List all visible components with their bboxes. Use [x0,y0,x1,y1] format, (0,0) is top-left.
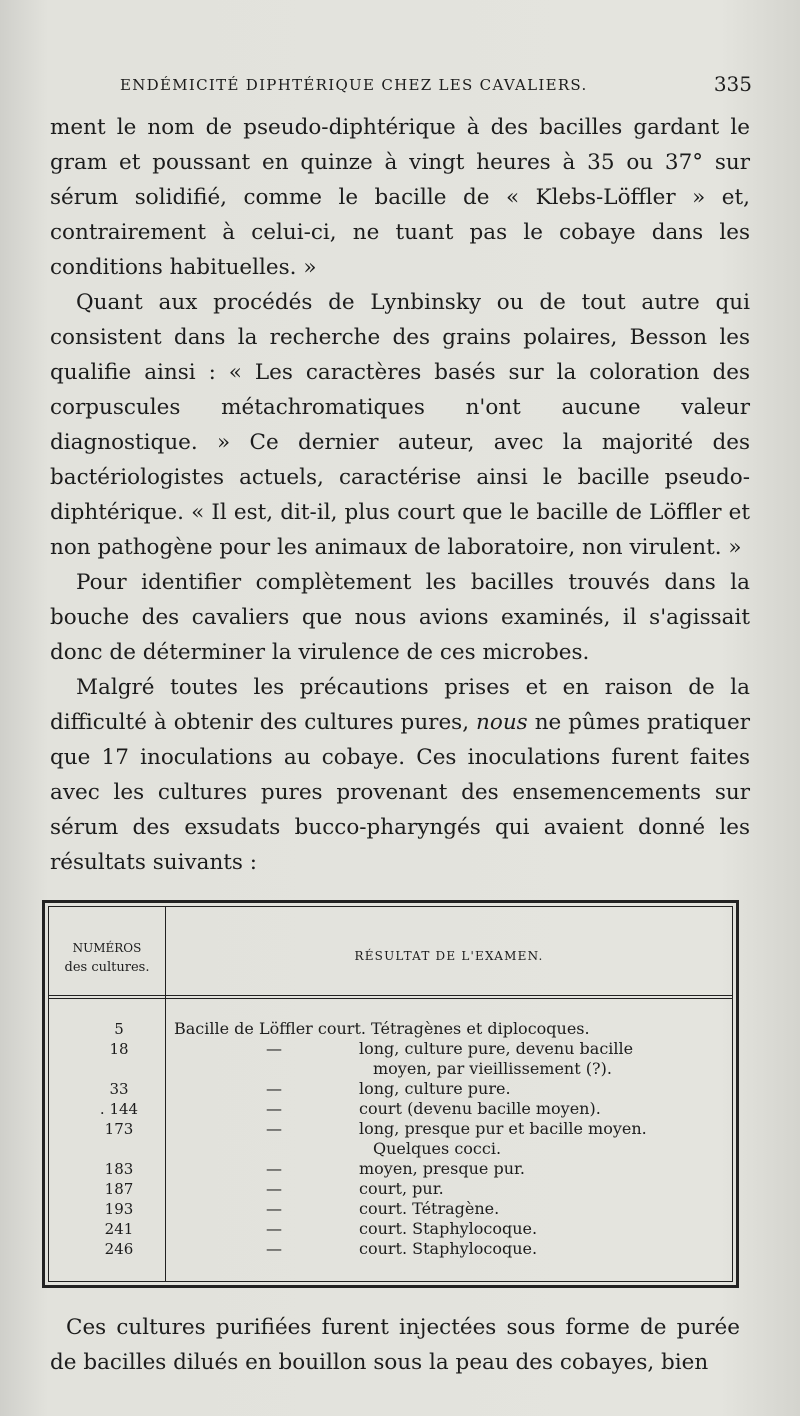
running-title: ENDÉMICITÉ DIPHTÉRIQUE CHEZ LES CAVALIERS. [120,76,588,94]
culture-number: 18 [109,1040,129,1058]
header-numeros-line2: des cultures. [64,960,150,975]
ditto-dash: — [266,1179,282,1198]
ditto-dash: — [266,1199,282,1218]
results-table [42,900,739,1288]
table-row [49,1179,732,1199]
footer-text [50,1310,740,1380]
ditto-dash: — [266,1239,282,1258]
culture-number: 187 [104,1180,134,1198]
culture-number: 183 [104,1160,134,1178]
header-resultat: RÉSULTAT DE L'EXAMEN. [354,949,544,963]
result-text: Bacille de Löffler court. Tétragènes et diplocoques. [174,1019,590,1038]
culture-number: 5 [114,1020,124,1038]
table-row [49,1219,732,1239]
culture-number: . 144 [99,1100,139,1118]
ditto-dash: — [266,1159,282,1178]
paragraph: Pour identifier complètement les bacilles trouvés dans la bouche des cavaliers que nous avions examinés, il s'agissait donc de déterminer la virulence de ces microbes. [50,570,750,665]
ditto-dash: — [266,1039,282,1058]
result-text [359,1119,720,1159]
result-line1: long, presque pur et bacille moyen. [359,1119,647,1138]
paragraph-part: ne pûmes pratiquer que 17 inoculations au cobaye. Ces inoculations furent faites avec les cultures pures provenant des ensemencements sur sérum des exsudats bucco-pharyngés qui avaient donné les résultats suivants : [50,710,750,875]
paragraph: ment le nom de pseudo-diphtérique à des bacilles gardant le gram et poussant en quinze à vingt heures à 35 ou 37° sur sérum solidifié, comme le bacille de « Klebs-Löffler » et, contrairement à celui-ci, ne tuant pas le cobaye dans les conditions habituelles. » [50,115,750,280]
result-line1: long, culture pure, devenu bacille [359,1039,634,1058]
result-text: long, culture pure. [359,1079,511,1098]
result-text: court. Staphylocoque. [359,1239,538,1258]
ditto-dash: — [266,1219,282,1238]
culture-number: 193 [104,1200,134,1218]
header-divider [49,998,732,999]
table-inner-border [48,906,733,1282]
page-number: 335 [713,72,752,96]
culture-number: 173 [104,1120,134,1138]
result-text [359,1039,720,1079]
body-text [50,110,750,880]
ditto-dash: — [266,1079,282,1098]
header-divider [49,995,732,996]
result-text: court. Tétragène. [359,1199,500,1218]
result-text: court, pur. [359,1179,444,1198]
table-row [49,1199,732,1219]
result-text: court (devenu bacille moyen). [359,1099,601,1118]
culture-number: 246 [104,1240,134,1258]
paragraph [50,670,750,880]
paragraph-part: Malgré toutes les précautions prises et en raison de la difficulté à obtenir des cultures pures, [50,675,750,735]
table-row [49,1159,732,1179]
result-text: court. Staphylocoque. [359,1219,538,1238]
paragraph: Quant aux procédés de Lynbinsky ou de tout autre qui consistent dans la recherche des grains polaires, Besson les qualifie ainsi : « Les caractères basés sur la coloration des corpuscules métachromatiques n'ont aucune valeur diagnostique. » Ce dernier auteur, avec la majorité des bactériologistes actuels, caractérise ainsi le bacille pseudo-diphtérique. « Il est, dit-il, plus court que le bacille de Löffler et non pathogène pour les animaux de laboratoire, non virulent. » [50,290,750,560]
paragraph: Ces cultures purifiées furent injectées sous forme de purée de bacilles dilués en bouillon sous la peau des cobayes, bien [50,1315,740,1375]
table-row [49,1079,732,1099]
table-row [49,1239,732,1259]
table-row [49,1039,732,1079]
ditto-dash: — [266,1099,282,1118]
culture-number: 33 [109,1080,129,1098]
table-rows [49,1019,732,1259]
result-line2: moyen, par vieillissement (?). [373,1059,612,1078]
ditto-dash: — [266,1119,282,1138]
table-row [49,1119,732,1159]
table-row [49,1019,732,1039]
culture-number: 241 [104,1220,134,1238]
result-text: moyen, presque pur. [359,1159,525,1178]
paragraph-italic: nous [476,710,528,735]
header-numeros [49,939,165,977]
table-row [49,1099,732,1119]
header-numeros-line1: NUMÉROS [72,941,142,955]
result-line2: Quelques cocci. [373,1139,502,1158]
